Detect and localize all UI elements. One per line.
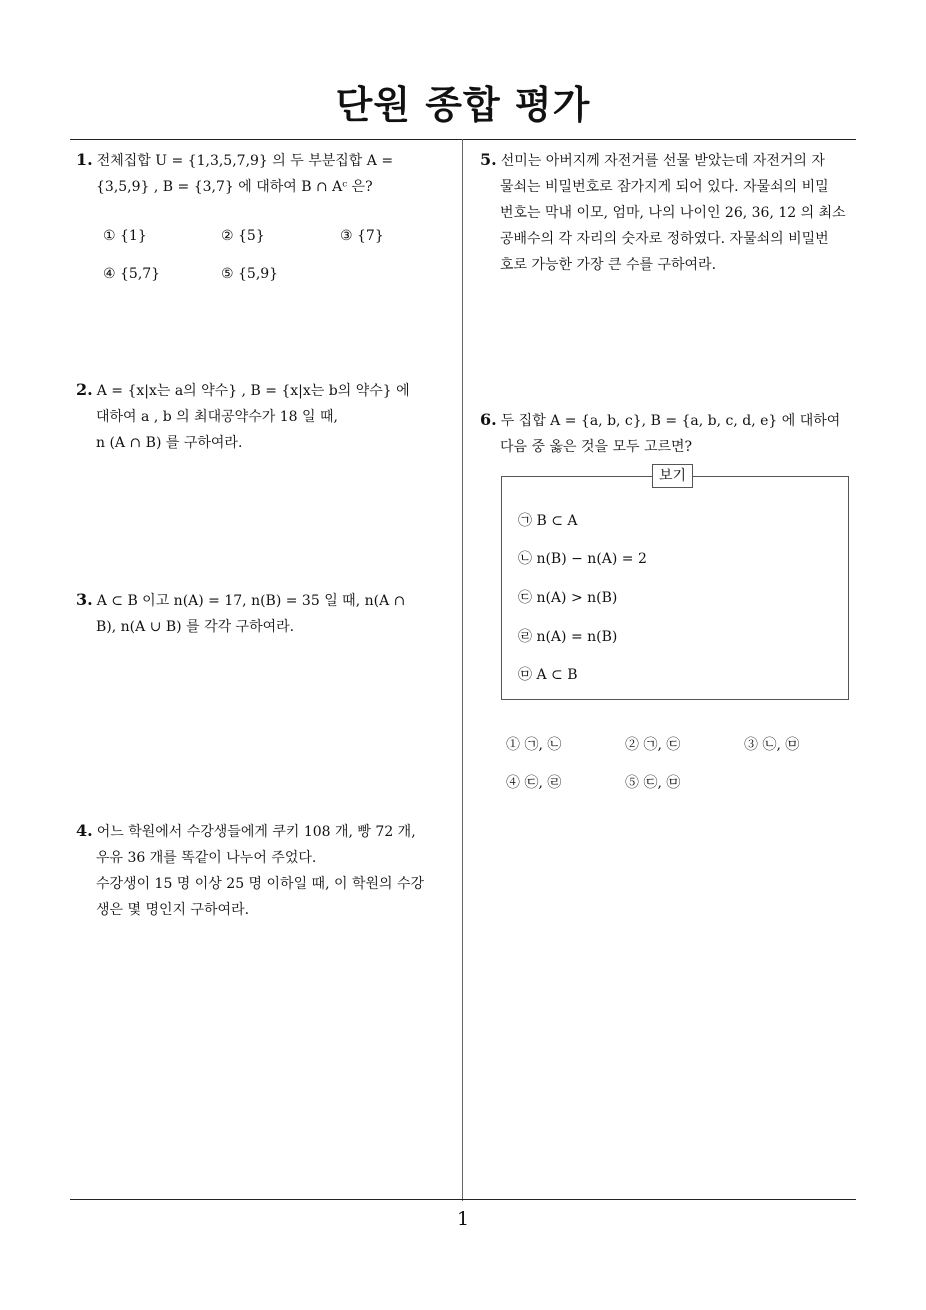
- problem-text-line: A = {x|x는 a의 약수} , B = {x|x는 b의 약수} 에: [96, 383, 410, 399]
- problem-5: [480, 147, 860, 278]
- problem-number: 1.: [76, 150, 93, 169]
- choice-1[interactable]: ① ㉠, ㉡: [506, 737, 562, 753]
- choice-1[interactable]: ① {1}: [103, 228, 147, 244]
- choice-3[interactable]: ③ ㉡, ㉤: [744, 737, 800, 753]
- bogi-item: ㉡ n(B) − n(A) = 2: [518, 551, 647, 567]
- problem-text-line: 선미는 아버지께 자전거를 선물 받았는데 자전거의 자: [500, 153, 825, 169]
- problem-1: [76, 147, 456, 200]
- bogi-item: ㉠ B ⊂ A: [518, 513, 578, 529]
- problem-text-line: 물쇠는 비밀번호로 잠가지게 되어 있다. 자물쇠의 비밀: [500, 179, 829, 195]
- problem-text-line: 우유 36 개를 똑같이 나누어 주었다.: [96, 850, 317, 866]
- choice-5[interactable]: ⑤ ㉢, ㉤: [625, 775, 681, 791]
- problem-6: [480, 407, 860, 460]
- problem-text-line: 어느 학원에서 수강생들에게 쿠키 108 개, 빵 72 개,: [96, 824, 416, 840]
- problem-text-line: 두 집합 A = {a, b, c}, B = {a, b, c, d, e} 에 대하여: [500, 413, 841, 429]
- header-rule: [70, 139, 856, 140]
- footer-rule: [70, 1199, 856, 1200]
- problem-number: 5.: [480, 150, 497, 169]
- problem-4: [76, 818, 456, 923]
- problem-text-line: n (A ∩ B) 를 구하여라.: [96, 435, 243, 451]
- problem-text-line: 전체집합 U = {1,3,5,7,9} 의 두 부분집합 A =: [96, 153, 394, 169]
- problem-number: 4.: [76, 821, 93, 840]
- bogi-label: 보기: [652, 464, 693, 488]
- bogi-item: ㉣ n(A) = n(B): [518, 629, 618, 645]
- problem-text-line: A ⊂ B 이고 n(A) = 17, n(B) = 35 일 때, n(A ∩: [96, 593, 406, 609]
- choice-4[interactable]: ④ ㉢, ㉣: [506, 775, 562, 791]
- problem-text-line: 생은 몇 명인지 구하여라.: [96, 902, 250, 918]
- bogi-item: ㉢ n(A) > n(B): [518, 590, 618, 606]
- choice-5[interactable]: ⑤ {5,9}: [221, 266, 279, 282]
- problem-text-line: 대하여 a , b 의 최대공약수가 18 일 때,: [96, 409, 338, 425]
- problem-2: [76, 377, 456, 456]
- page-title: 단원 종합 평가: [335, 83, 591, 127]
- problem-3: [76, 587, 456, 640]
- problem-text-line: 공배수의 각 자리의 숫자로 정하였다. 자물쇠의 비밀번: [500, 231, 829, 247]
- problem-number: 3.: [76, 590, 93, 609]
- problem-number: 2.: [76, 380, 93, 399]
- problem-text-line: 호로 가능한 가장 큰 수를 구하여라.: [500, 257, 717, 273]
- choice-3[interactable]: ③ {7}: [340, 228, 384, 244]
- problem-text-line: 번호는 막내 이모, 엄마, 나의 나이인 26, 36, 12 의 최소: [500, 205, 846, 221]
- choice-2[interactable]: ② ㉠, ㉢: [625, 737, 681, 753]
- problem-text-line: 다음 중 옳은 것을 모두 고르면?: [500, 439, 693, 455]
- page-number: 1: [456, 1208, 470, 1230]
- problem-text-line: 수강생이 15 명 이상 25 명 이하일 때, 이 학원의 수강: [96, 876, 425, 892]
- problem-number: 6.: [480, 410, 497, 429]
- choice-4[interactable]: ④ {5,7}: [103, 266, 161, 282]
- choice-2[interactable]: ② {5}: [221, 228, 265, 244]
- problem-text-line: {3,5,9} , B = {3,7} 에 대하여 B ∩ Aᶜ 은?: [96, 179, 373, 195]
- column-divider: [462, 139, 463, 1201]
- bogi-item: ㉤ A ⊂ B: [518, 667, 578, 683]
- problem-text-line: B), n(A ∪ B) 를 각각 구하여라.: [96, 619, 295, 635]
